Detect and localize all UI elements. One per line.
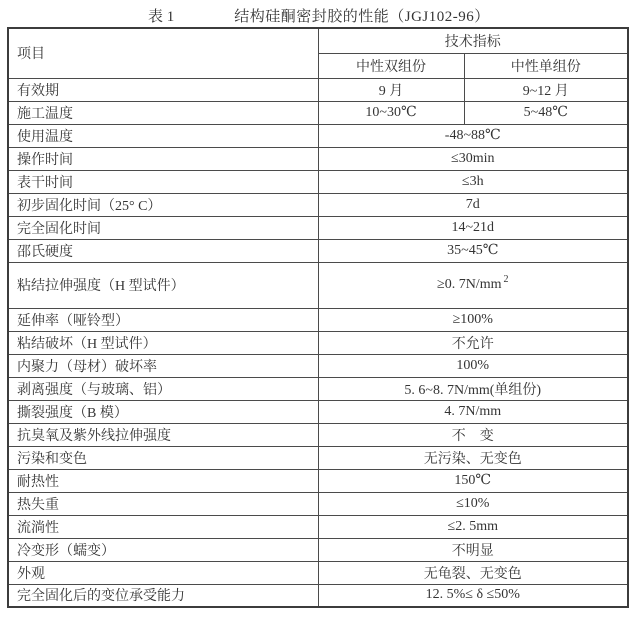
table-row bbox=[8, 101, 628, 124]
row-value: 9~12 月 bbox=[464, 78, 628, 101]
table-row bbox=[8, 538, 628, 561]
row-value: 150℃ bbox=[318, 469, 628, 492]
row-label: 流淌性 bbox=[8, 515, 318, 538]
table-row bbox=[8, 124, 628, 147]
header-col-single: 中性单组份 bbox=[464, 53, 628, 78]
row-label: 冷变形（蠕变） bbox=[8, 538, 318, 561]
row-label: 粘结破坏（H 型试件） bbox=[8, 331, 318, 354]
row-label: 外观 bbox=[8, 561, 318, 584]
row-value: 12. 5%≤ δ ≤50% bbox=[318, 584, 628, 607]
table-row bbox=[8, 400, 628, 423]
table-row bbox=[8, 354, 628, 377]
row-value: 100% bbox=[318, 354, 628, 377]
table-row bbox=[8, 492, 628, 515]
row-label: 有效期 bbox=[8, 78, 318, 101]
table-title: 结构硅酮密封胶的性能（JGJ102-96） bbox=[234, 9, 490, 25]
table-number: 表 1 bbox=[148, 9, 175, 25]
row-value: ≤2. 5mm bbox=[318, 515, 628, 538]
row-value: ≤30min bbox=[318, 147, 628, 170]
table-row bbox=[8, 262, 628, 308]
row-label: 污染和变色 bbox=[8, 446, 318, 469]
row-value: 无污染、无变色 bbox=[318, 446, 628, 469]
table-row bbox=[8, 147, 628, 170]
row-value: 35~45℃ bbox=[318, 239, 628, 262]
table-row bbox=[8, 469, 628, 492]
row-label: 初步固化时间（25° C） bbox=[8, 193, 318, 216]
row-value: 5. 6~8. 7N/mm(单组份) bbox=[318, 377, 628, 400]
row-label: 操作时间 bbox=[8, 147, 318, 170]
row-label: 剥离强度（与玻璃、铝） bbox=[8, 377, 318, 400]
row-label: 抗臭氧及紫外线拉伸强度 bbox=[8, 423, 318, 446]
row-value: 不 变 bbox=[318, 423, 628, 446]
row-value: ≥0. 7N/mm $^2$ bbox=[318, 262, 628, 308]
table-row bbox=[8, 446, 628, 469]
row-value: 不明显 bbox=[318, 538, 628, 561]
row-value: ≤3h bbox=[318, 170, 628, 193]
row-label: 撕裂强度（B 模） bbox=[8, 400, 318, 423]
table-row bbox=[8, 170, 628, 193]
row-label: 完全固化时间 bbox=[8, 216, 318, 239]
table-row bbox=[8, 216, 628, 239]
header-tech-spec: 技术指标 bbox=[318, 28, 628, 53]
row-label: 施工温度 bbox=[8, 101, 318, 124]
row-label: 粘结拉伸强度（H 型试件） bbox=[8, 262, 318, 308]
header-item: 项目 bbox=[8, 28, 318, 78]
row-label: 完全固化后的变位承受能力 bbox=[8, 584, 318, 607]
row-label: 内聚力（母材）破坏率 bbox=[8, 354, 318, 377]
table-caption bbox=[7, 5, 627, 27]
row-value: 4. 7N/mm bbox=[318, 400, 628, 423]
row-value: -48~88℃ bbox=[318, 124, 628, 147]
row-label: 热失重 bbox=[8, 492, 318, 515]
row-value: ≥100% bbox=[318, 308, 628, 331]
table-row bbox=[8, 561, 628, 584]
row-label: 邵氏硬度 bbox=[8, 239, 318, 262]
table-row bbox=[8, 584, 628, 607]
table-row bbox=[8, 423, 628, 446]
table-row bbox=[8, 515, 628, 538]
row-value: ≤10% bbox=[318, 492, 628, 515]
row-value: 9 月 bbox=[318, 78, 464, 101]
row-value: 14~21d bbox=[318, 216, 628, 239]
row-value: 无龟裂、无变色 bbox=[318, 561, 628, 584]
row-label: 延伸率（哑铃型） bbox=[8, 308, 318, 331]
table-row bbox=[8, 193, 628, 216]
table-row bbox=[8, 308, 628, 331]
row-value: 10~30℃ bbox=[318, 101, 464, 124]
table-row bbox=[8, 239, 628, 262]
table-body bbox=[8, 78, 628, 607]
row-value: 5~48℃ bbox=[464, 101, 628, 124]
table-header bbox=[8, 28, 628, 78]
table-row bbox=[8, 377, 628, 400]
row-label: 表干时间 bbox=[8, 170, 318, 193]
row-value: 不允许 bbox=[318, 331, 628, 354]
header-col-double: 中性双组份 bbox=[318, 53, 464, 78]
table-row bbox=[8, 78, 628, 101]
row-label: 耐热性 bbox=[8, 469, 318, 492]
properties-table bbox=[7, 27, 629, 608]
table-row bbox=[8, 331, 628, 354]
header-row-1 bbox=[8, 28, 628, 53]
superscript: 2 bbox=[503, 274, 509, 286]
row-value: 7d bbox=[318, 193, 628, 216]
row-label: 使用温度 bbox=[8, 124, 318, 147]
